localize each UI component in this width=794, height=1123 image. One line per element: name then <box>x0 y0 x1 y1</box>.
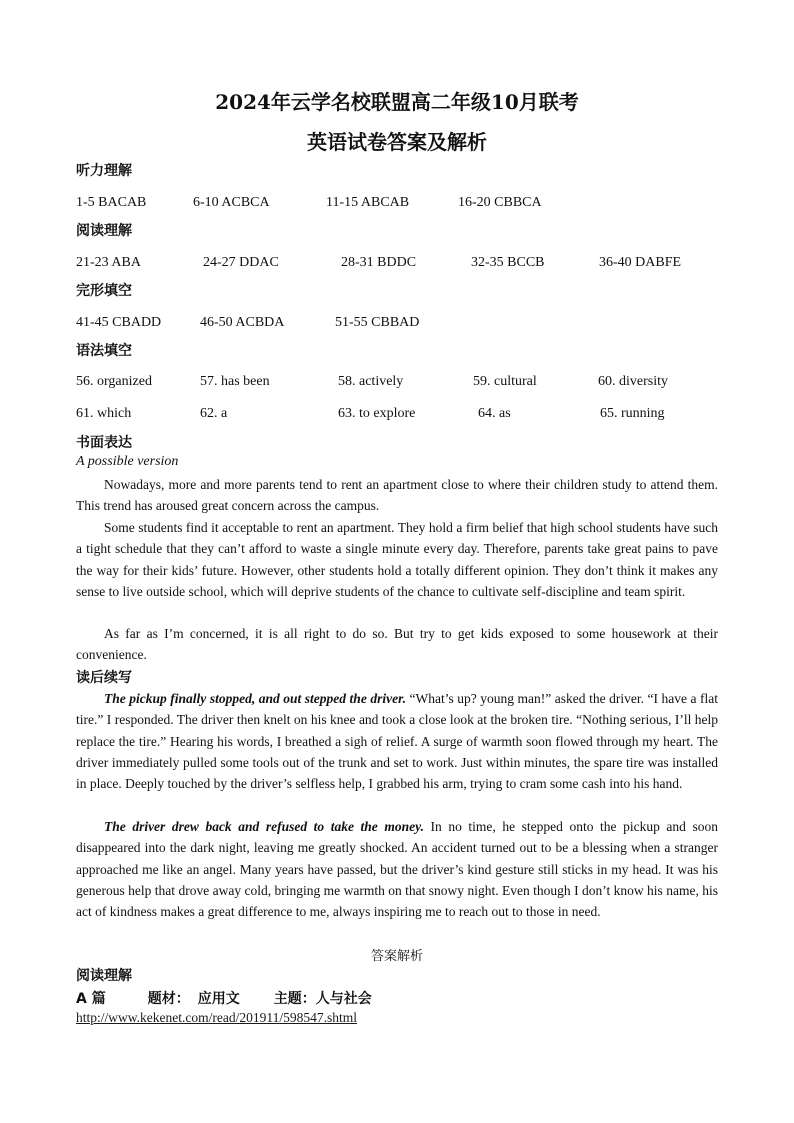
theme-label: 主题： <box>273 991 316 1007</box>
paragraph-body: “What’s up? young man!” asked the driver. “I have a flat tire.” I responded. The driver then knelt on his knee and took a close look at the broken tire. “Nothing serious, I’ll help replace the tire.” Hearing his words, I breathed a sigh of relief. A surge of warmth soon flowed through my heart. The driver immediately pulled some tools out of the trunk and set to work. Just within minutes, the spare tire was installed in place. Deeply touched by the driver’s selfless help, I grabbed his arm, trying to cram some cash into his hand. <box>76 691 719 792</box>
section-heading-listening: 听力理解 <box>76 163 132 179</box>
listening-answers-row <box>76 195 736 215</box>
grammar-answers-row-2 <box>76 406 736 426</box>
writing-paragraph: As far as I’m concerned, it is all right to do so. But try to get kids exposed to some housework at their convenience. <box>76 626 718 663</box>
answer-group: 28-31 BDDC <box>341 255 417 270</box>
version-label: A possible version <box>76 454 179 469</box>
section-heading-grammar: 语法填空 <box>76 343 132 359</box>
answer-item: 62. a <box>200 406 228 421</box>
answer-item: 57. has been <box>200 374 270 389</box>
answer-group: 11-15 ABCAB <box>326 195 410 210</box>
theme-value: 人与社会 <box>315 991 372 1007</box>
material-label: 题材： <box>147 991 190 1007</box>
passage-label: A 篇 <box>76 991 106 1007</box>
continuation-paragraph-1 <box>76 688 718 794</box>
section-heading-cloze: 完形填空 <box>76 283 132 299</box>
cloze-answers-row <box>76 315 736 335</box>
answer-group: 51-55 CBBAD <box>335 315 420 330</box>
answer-item: 63. to explore <box>338 406 416 421</box>
source-link[interactable]: http://www.kekenet.com/read/201911/598547.shtml <box>76 1010 357 1025</box>
answer-group: 32-35 BCCB <box>471 255 545 270</box>
lead-sentence: The pickup finally stopped, and out stepped the driver. <box>104 691 406 706</box>
lead-sentence: The driver drew back and refused to take the money. <box>104 819 424 834</box>
answer-item: 64. as <box>478 406 511 421</box>
answer-group: 16-20 CBBCA <box>458 195 542 210</box>
answer-group: 1-5 BACAB <box>76 195 147 210</box>
answer-item: 56. organized <box>76 374 152 389</box>
answer-group: 24-27 DDAC <box>203 255 279 270</box>
answer-item: 60. diversity <box>598 374 668 389</box>
section-heading-continuation: 读后续写 <box>76 670 132 686</box>
material-value: 应用文 <box>197 991 240 1007</box>
page-title: 2024年云学名校联盟高二年级10月联考 <box>215 90 579 114</box>
answer-item: 65. running <box>600 406 665 421</box>
answer-item: 59. cultural <box>473 374 537 389</box>
reading-answers-row <box>76 255 736 275</box>
section-heading-analysis-reading: 阅读理解 <box>76 968 132 984</box>
writing-paragraph: Nowadays, more and more parents tend to rent an apartment close to where their children study to attend them. This trend has aroused great concern across the campus. <box>76 477 718 514</box>
section-heading-writing: 书面表达 <box>76 435 132 451</box>
answer-item: 61. which <box>76 406 132 421</box>
answer-group: 6-10 ACBCA <box>193 195 270 210</box>
answer-group: 36-40 DABFE <box>599 255 682 270</box>
answer-group: 46-50 ACBDA <box>200 315 285 330</box>
continuation-paragraph-2 <box>76 816 718 922</box>
answer-group: 21-23 ABA <box>76 255 141 270</box>
passage-info-line <box>76 988 372 1008</box>
paragraph-body: In no time, he stepped onto the pickup and soon disappeared into the dark night, leaving me greatly shocked. An accident turned out to be a blessing when a stranger approached me like an angel. Many years have passed, but the driver’s kind gesture still sticks in my head. It was his generous help that drove away cold, bringing me warmth on that snowy night. Even though I don’t know his name, his act of kindness makes a great difference to me, always inspiring me to reach out to those in need. <box>76 819 718 920</box>
answer-item: 58. actively <box>338 374 404 389</box>
page-subtitle: 英语试卷答案及解析 <box>307 130 487 154</box>
answer-group: 41-45 CBADD <box>76 315 162 330</box>
writing-paragraph: Some students find it acceptable to rent an apartment. They hold a firm belief that high school students have such a tight schedule that they can’t afford to waste a single minute every day. Therefore, parents take great pains to pave the way for their kids’ future. However, other students hold a totally different opinion. They don’t think it makes any sense to live outside school, which will deprive students of the chance to cultivate self-discipline and team spirit. <box>76 520 718 599</box>
analysis-label: 答案解析 <box>370 949 423 964</box>
grammar-answers-row-1 <box>76 374 736 394</box>
section-heading-reading: 阅读理解 <box>76 223 132 239</box>
